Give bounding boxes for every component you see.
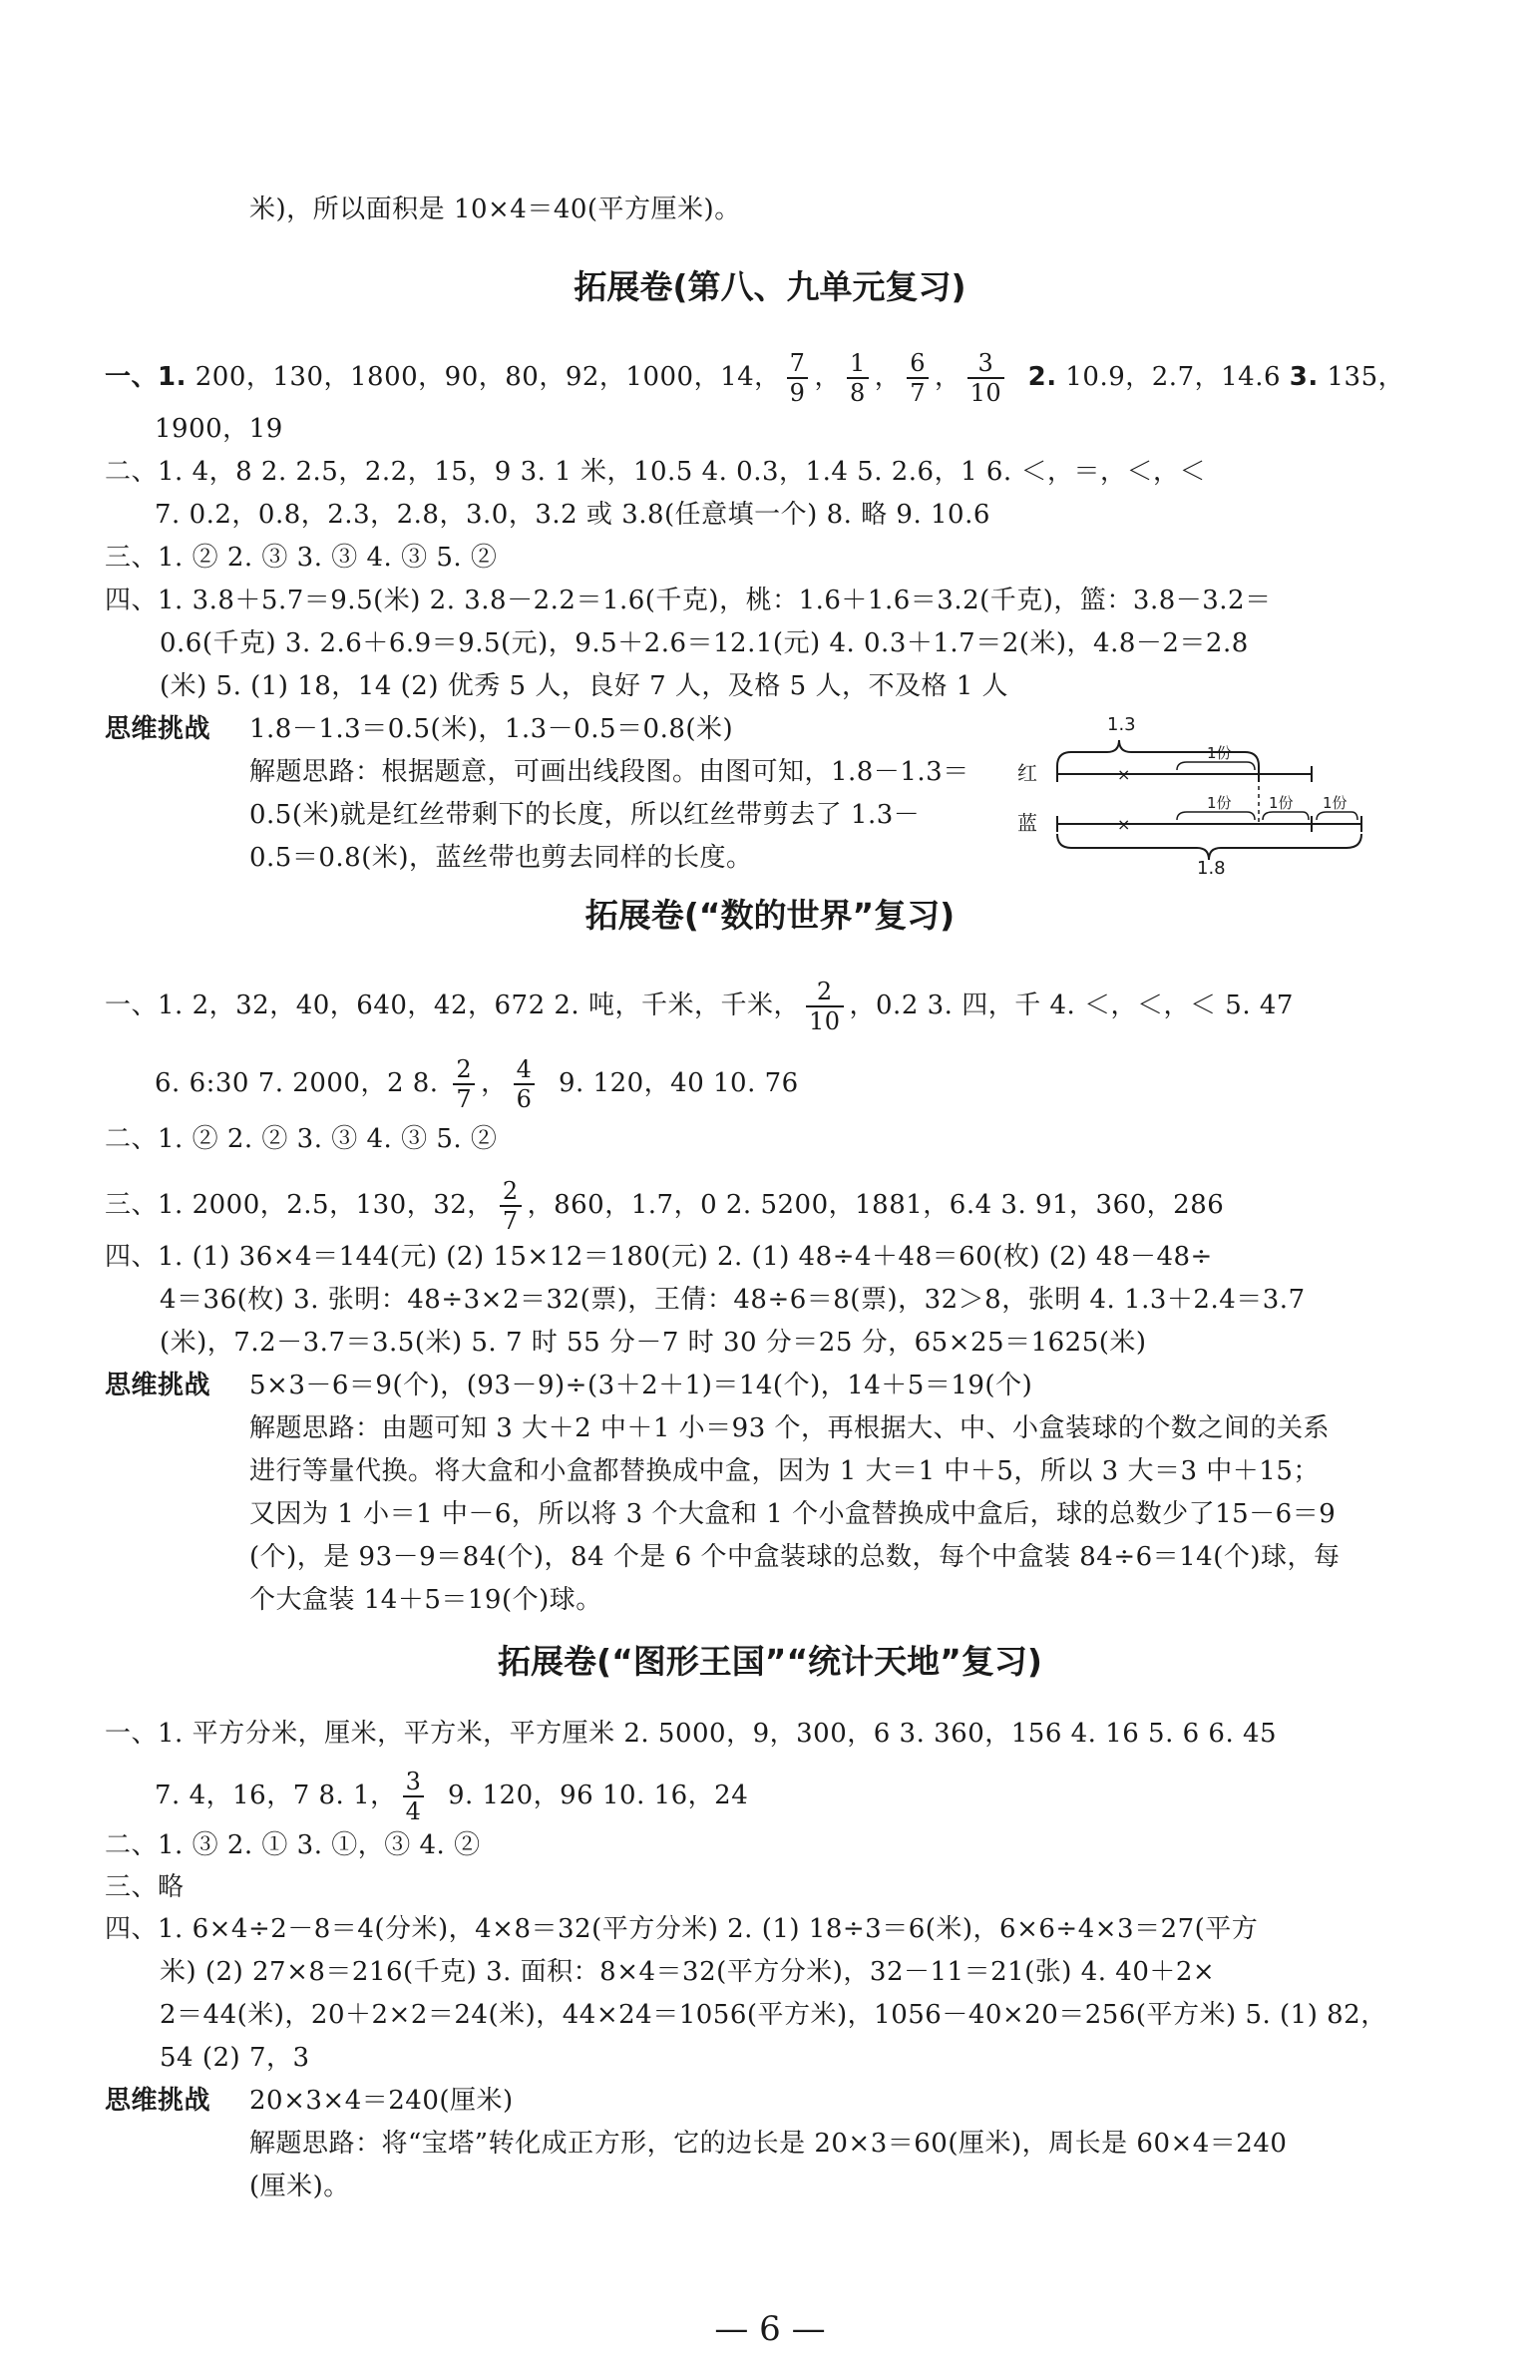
part-brace bbox=[1177, 762, 1255, 770]
answer-line: 四、1. (1) 36×4＝144(元) (2) 15×12＝180(元) 2. (1) 48÷4＋48＝60(枚) (2) 48－48÷ bbox=[105, 1242, 1213, 1272]
red-label: 红 bbox=[1017, 761, 1037, 785]
answer-line: (米) 5. (1) 18，14 (2) 优秀 5 人，良好 7 人，及格 5 人，不及格 1 人 bbox=[160, 671, 1009, 701]
item-label: 2. bbox=[1027, 362, 1057, 392]
part-label: 1份 bbox=[1207, 744, 1232, 762]
answer-line: 米) (2) 27×8＝216(千克) 3. 面积：8×4＝32(平方分米)，32－11＝21(张) 4. 40＋2× bbox=[160, 1957, 1216, 1987]
top-length-label: 1.3 bbox=[1107, 714, 1136, 735]
answer-text: 10.9，2.7，14.6 bbox=[1056, 362, 1290, 392]
answer-line: 四、1. 6×4÷2－8＝4(分米)，4×8＝32(平方分米) 2. (1) 18÷3＝6(米)，6×6÷4×3＝27(平方 bbox=[105, 1914, 1259, 1944]
answer-line: 四、1. 3.8＋5.7＝9.5(米) 2. 3.8－2.2＝1.6(千克)，桃：1.6＋1.6＝3.2(千克)，篮：3.8－3.2＝ bbox=[105, 586, 1272, 615]
answer-line: 二、1. ③ 2. ① 3. ①，③ 4. ② bbox=[105, 1830, 481, 1860]
fraction: $\frac{7}{9}$ bbox=[787, 349, 809, 407]
fraction: $\frac{1}{8}$ bbox=[847, 349, 869, 407]
answer-line: 三、1. ② 2. ③ 3. ③ 4. ③ 5. ② bbox=[105, 543, 498, 573]
explanation-line: 解题思路：根据题意，可画出线段图。由图可知，1.8－1.3＝ bbox=[249, 757, 969, 787]
fraction: $\frac{3}{4}$ bbox=[403, 1768, 425, 1825]
thinking-challenge-label: 思维挑战 bbox=[105, 714, 211, 744]
explanation-line: 0.5＝0.8(米)，蓝丝带也剪去同样的长度。 bbox=[249, 843, 753, 873]
thinking-challenge-label: 思维挑战 bbox=[105, 2086, 211, 2116]
explanation-line: 0.5(米)就是红丝带剩下的长度，所以红丝带剪去了 1.3－ bbox=[249, 800, 921, 830]
answer-line: 2＝44(米)，20＋2×2＝24(米)，44×24＝1056(平方米)，1056－40×20＝256(平方米) 5. (1) 82， bbox=[160, 2000, 1387, 2030]
blue-label: 蓝 bbox=[1017, 811, 1037, 835]
thinking-answer: 20×3×4＝240(厘米) bbox=[249, 2086, 514, 2116]
answer-line bbox=[155, 1768, 748, 1825]
answer-text: ，860，1.7，0 2. 5200，1881，6.4 3. 91，360，286 bbox=[527, 1190, 1225, 1220]
answer-text: 7. 4，16，7 8. 1， bbox=[155, 1781, 397, 1810]
cut-mark: × bbox=[1117, 815, 1131, 834]
part-label: 1份 bbox=[1323, 794, 1348, 812]
answer-line: 7. 0.2，0.8，2.3，2.8，3.0，3.2 或 3.8(任意填一个) 8. 略 9. 10.6 bbox=[155, 500, 990, 530]
section-title: 拓展卷(第八、九单元复习) bbox=[574, 267, 966, 306]
answer-line: 6. 6:30 7. 2000，2 8. $\frac{2}{7}$ ， $\frac{4}{6}$ 9. 120，40 10. 76 bbox=[155, 1055, 799, 1113]
thinking-challenge-label: 思维挑战 bbox=[105, 1371, 211, 1400]
answer-line: 三、略 bbox=[105, 1872, 185, 1902]
answer-line: 0.6(千克) 3. 2.6＋6.9＝9.5(元)，9.5＋2.6＝12.1(元) 4. 0.3＋1.7＝2(米)，4.8－2＝2.8 bbox=[160, 628, 1249, 658]
answer-line: 1900，19 bbox=[155, 414, 283, 444]
explanation-line: 个大盒装 14＋5＝19(个)球。 bbox=[249, 1585, 602, 1615]
answer-line: (米)，7.2－3.7＝3.5(米) 5. 7 时 55 分－7 时 30 分＝25 分，65×25＝1625(米) bbox=[160, 1328, 1147, 1358]
carryover-line: 米)，所以面积是 10×4＝40(平方厘米)。 bbox=[249, 195, 741, 224]
item-label: 一、1. bbox=[105, 362, 187, 392]
answer-line: 4＝36(枚) 3. 张明：48÷3×2＝32(票)，王倩：48÷6＝8(票)，32＞8，张明 4. 1.3＋2.4＝3.7 bbox=[160, 1285, 1306, 1315]
fraction: $\frac{2}{7}$ bbox=[500, 1177, 522, 1235]
answer-line: 一、1. 平方分米，厘米，平方米，平方厘米 2. 5000，9，300，6 3. 360，156 4. 16 5. 6 6. 45 bbox=[105, 1719, 1278, 1749]
section-title: 拓展卷(“图形王国”“统计天地”复习) bbox=[498, 1642, 1042, 1681]
answer-line bbox=[105, 978, 1294, 1035]
explanation-line: 解题思路：将“宝塔”转化成正方形，它的边长是 20×3＝60(厘米)，周长是 60×4＝240 bbox=[249, 2129, 1288, 2159]
thinking-answer: 5×3－6＝9(个)，(93－9)÷(3＋2＋1)＝14(个)，14＋5＝19(个) bbox=[249, 1371, 1033, 1400]
answer-line: 54 (2) 7，3 bbox=[160, 2043, 310, 2073]
part-label: 1份 bbox=[1269, 794, 1294, 812]
answer-text: 200，130，1800，90，80，92，1000，14， bbox=[186, 362, 781, 392]
answer-text: 9. 120，40 10. 76 bbox=[558, 1068, 799, 1098]
answer-line: 二、1. ② 2. ② 3. ③ 4. ③ 5. ② bbox=[105, 1124, 498, 1154]
answer-line bbox=[105, 1177, 1224, 1235]
page-number: — 6 — bbox=[714, 2309, 826, 2349]
answer-text: 一、1. 2，32，40，640，42，672 2. 吨，千米，千米， bbox=[105, 991, 800, 1020]
answer-text: 135， bbox=[1318, 362, 1405, 392]
item-label: 3. bbox=[1289, 362, 1319, 392]
answer-text: 三、1. 2000，2.5，130，32， bbox=[105, 1190, 494, 1220]
explanation-line: 解题思路：由题可知 3 大＋2 中＋1 小＝93 个，再根据大、中、小盒装球的个数之间的关系 bbox=[249, 1413, 1331, 1443]
bottom-length-label: 1.8 bbox=[1197, 858, 1226, 878]
explanation-line: 又因为 1 小＝1 中－6，所以将 3 个大盒和 1 个小盒替换成中盒后，球的总数少了15－6＝9 bbox=[249, 1499, 1337, 1529]
segment-diagram bbox=[1007, 708, 1366, 878]
fraction: $\frac{6}{7}$ bbox=[907, 349, 929, 407]
part-label: 1份 bbox=[1207, 794, 1232, 812]
explanation-line: (个)，是 93－9＝84(个)，84 个是 6 个中盒装球的总数，每个中盒装 84÷6＝14(个)球，每 bbox=[249, 1542, 1341, 1572]
fraction: $\frac{2}{7}$ bbox=[453, 1055, 475, 1113]
answer-text: ，0.2 3. 四，千 4. ＜，＜，＜ 5. 47 bbox=[849, 991, 1294, 1020]
fraction: $\frac{4}{6}$ bbox=[514, 1055, 536, 1113]
explanation-line: 进行等量代换。将大盒和小盒都替换成中盒，因为 1 大＝1 中＋5，所以 3 大＝3 中＋15； bbox=[249, 1456, 1320, 1486]
section-title: 拓展卷(“数的世界”复习) bbox=[584, 896, 956, 935]
fraction: $\frac{3}{10}$ bbox=[967, 349, 1005, 407]
answer-line: 二、1. 4，8 2. 2.5，2.2，15，9 3. 1 米，10.5 4. 0.3，1.4 5. 2.6，1 6. ＜，＝，＜，＜ bbox=[105, 457, 1206, 487]
answer-text: 6. 6:30 7. 2000，2 8. bbox=[155, 1068, 448, 1098]
answer-text: 9. 120，96 10. 16，24 bbox=[447, 1781, 749, 1810]
thinking-answer: 1.8－1.3＝0.5(米)，1.3－0.5＝0.8(米) bbox=[249, 714, 734, 744]
answer-line: 一、1. 200，130，1800，90，80，92，1000，14， $\frac{7}{9}$ ， $\frac{1}{8}$ ， $\frac{6}{7}$ ， $\frac{3}{10}$ 2. 10.9，2.7，14.6 3. 135， bbox=[105, 349, 1405, 407]
bottom-brace bbox=[1057, 834, 1361, 860]
cut-mark: × bbox=[1117, 765, 1131, 784]
explanation-line: (厘米)。 bbox=[249, 2172, 350, 2201]
fraction: $\frac{2}{10}$ bbox=[806, 978, 844, 1035]
